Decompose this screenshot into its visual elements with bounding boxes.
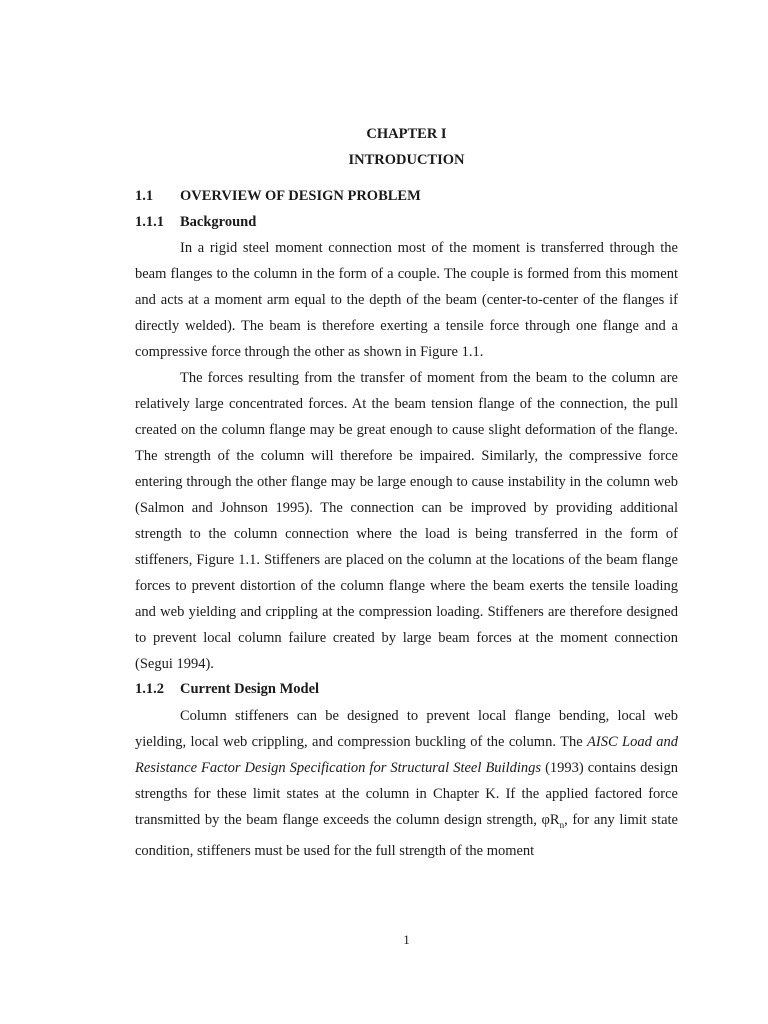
section-title: Current Design Model xyxy=(180,681,320,697)
section-number: 1.1.2 xyxy=(135,681,164,697)
paragraph-text: (1993) contains design strengths for these limit states at the column in Chapter K. If the applied factored force transmitted by the beam flange exceeds the column design strength, xyxy=(135,760,678,828)
section-number: 1.1 xyxy=(135,188,154,204)
paragraph-text: Column stiffeners can be designed to prevent local flange bending, local web yielding, local web crippling, and compression buckling of the column. The xyxy=(135,708,678,750)
r-subscript: n xyxy=(559,819,565,830)
section-heading-1-1-1 xyxy=(135,212,256,232)
r-symbol: R xyxy=(549,812,560,828)
phi-symbol: φ xyxy=(541,812,550,828)
section-title: Background xyxy=(180,214,257,230)
spec-title: AISC Load and Resistance Factor Design Specification for Structural Steel Buildings xyxy=(135,734,679,776)
chapter-label: CHAPTER I xyxy=(366,126,447,142)
paragraph-background-2: The forces resulting from the transfer of moment from the beam to the column are relatively large concentrated forces. At the beam tension flange of the connection, the pull created on the column flange may be great enough to cause slight deformation of the flange. The strength of the column will therefore be impaired. Similarly, the compressive force entering through the other flange may be large enough to cause instability in the column web (Salmon and Johnson 1995). The connection can be improved by providing additional strength to the column connection where the load is being transferred in the form of stiffeners, Figure 1.1. Stiffeners are placed on the column at the locations of the beam flange forces to prevent distortion of the column flange where the beam exerts the tensile loading and web yielding and crippling at the compression loading. Stiffeners are therefore designed to prevent local column failure created by large beam forces at the moment connection (Segui 1994). xyxy=(135,370,678,672)
document-page xyxy=(135,0,678,1024)
page-number: 1 xyxy=(403,932,410,947)
paragraph-background-1: In a rigid steel moment connection most of the moment is transferred through the beam flanges to the column in the form of a couple. The couple is formed from this moment and acts at a moment arm equal to the depth of the beam (center-to-center of the flanges if directly welded). The beam is therefore exerting a tensile force through one flange and a compressive force through the other as shown in Figure 1.1. xyxy=(135,240,678,360)
section-title: OVERVIEW OF DESIGN PROBLEM xyxy=(180,188,421,204)
paragraph-text: , for any limit state condition, stiffeners must be used for the full strength of the moment xyxy=(135,812,678,859)
section-number: 1.1.1 xyxy=(135,214,164,230)
section-heading-1-1 xyxy=(135,186,421,206)
section-heading-1-1-2 xyxy=(135,679,319,699)
chapter-title: INTRODUCTION xyxy=(348,152,465,168)
paragraph-design-model xyxy=(135,703,678,864)
